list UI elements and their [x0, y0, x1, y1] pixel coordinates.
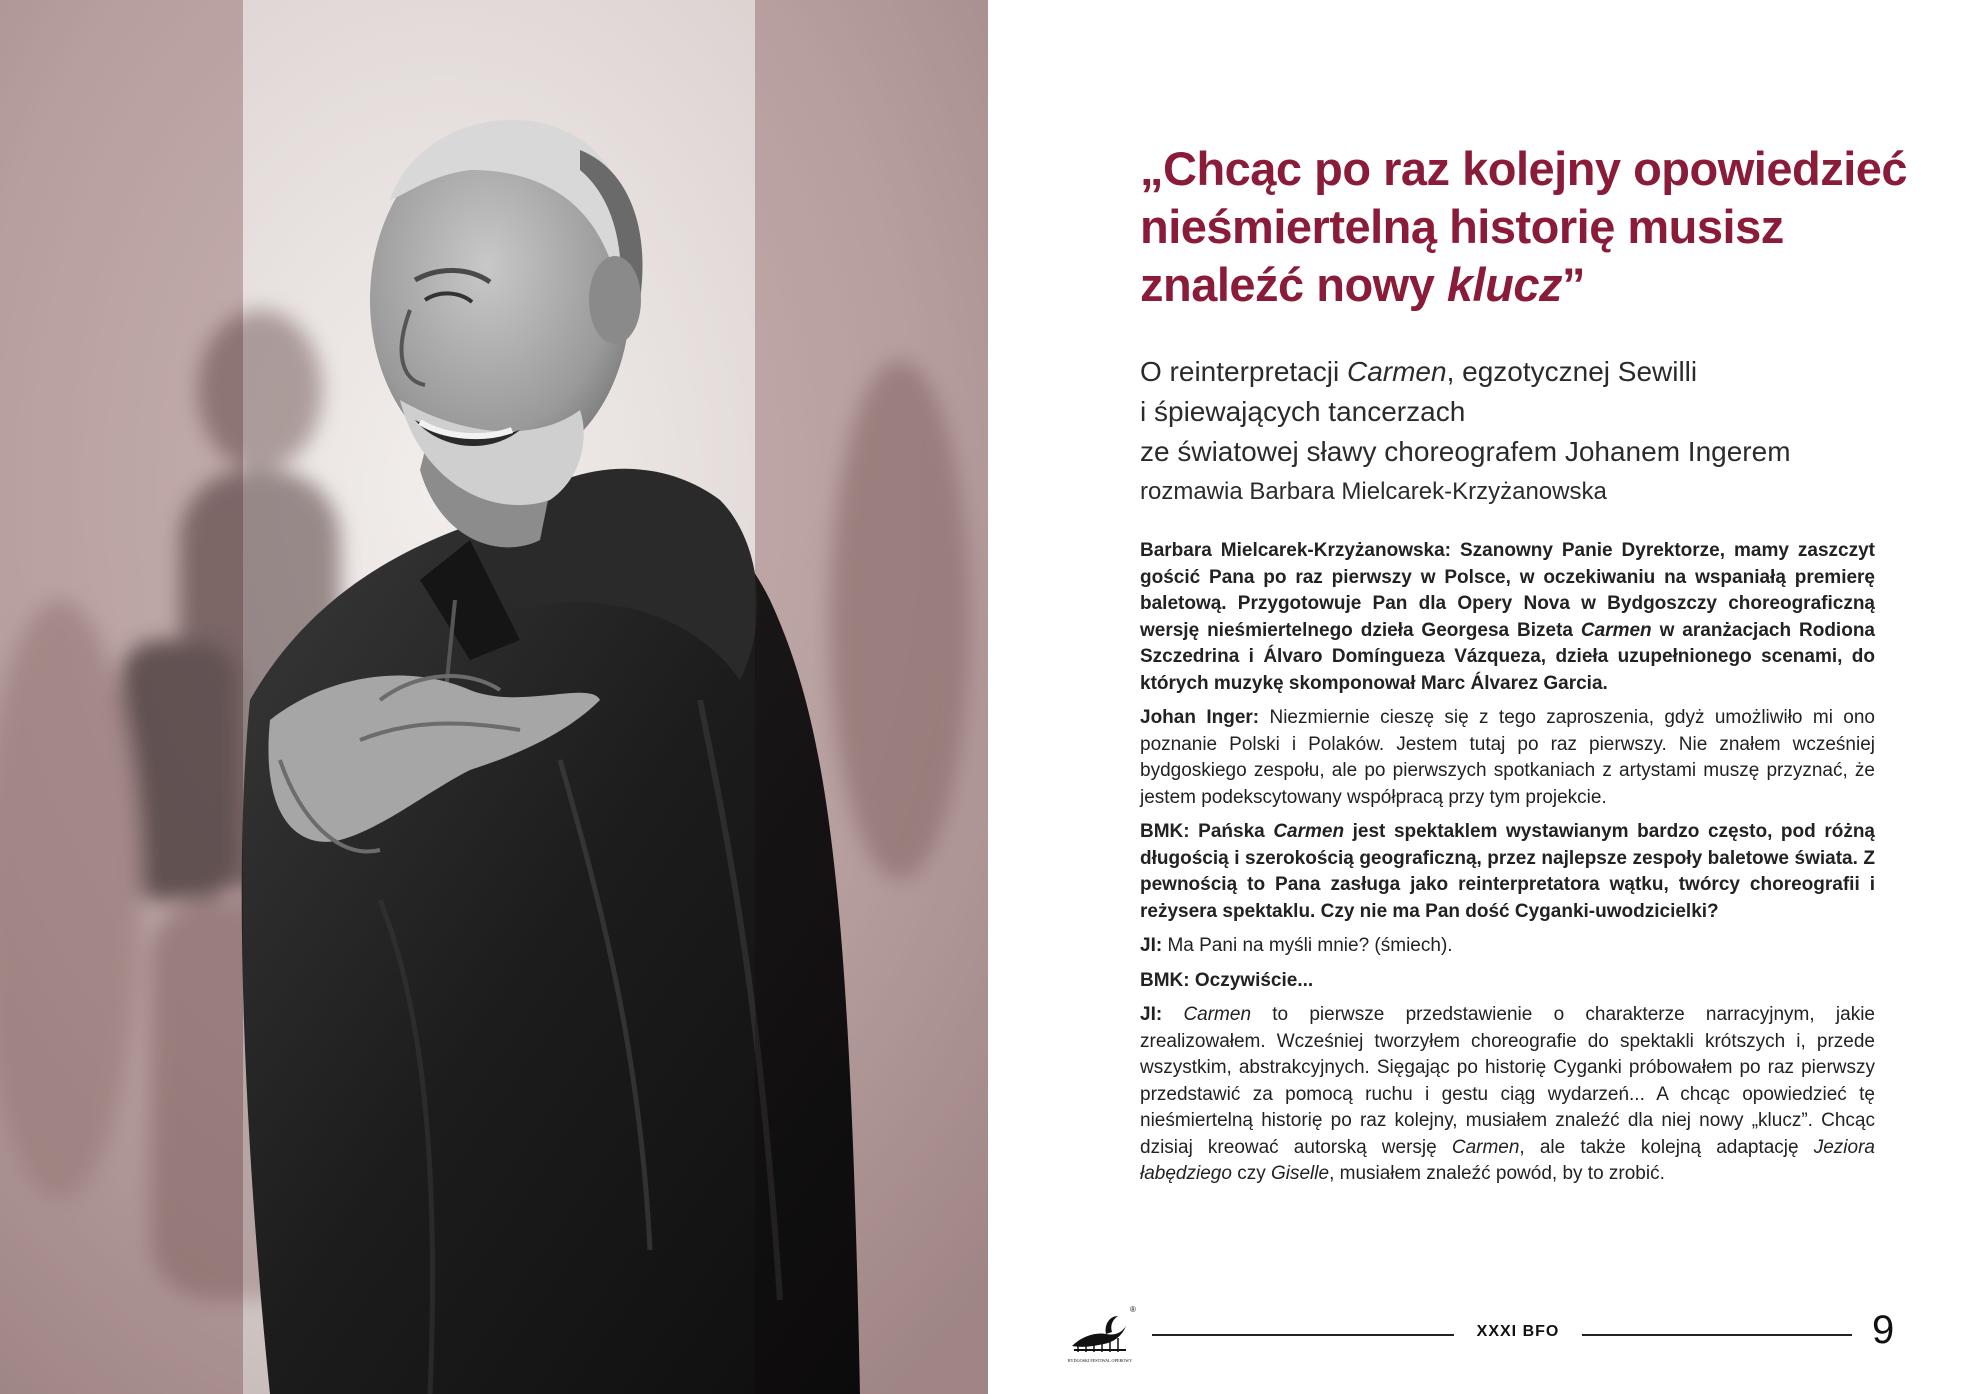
speaker-label: JI:	[1140, 1004, 1163, 1025]
tint-band-left	[0, 0, 243, 1394]
question-text: jest spektaklem wystawianym bardzo często, pod różną długością i szerokością geograficzną, przez najlepsze zespoły baletowe świata. Z pewnością to Pana zasługa jako reinterpretatora wątku, twórcy choreografii i reżysera spektaklu. Czy nie ma Pan dość Cyganki-uwodzicielki?	[1140, 821, 1875, 922]
tint-band-right	[755, 0, 988, 1394]
answer-3	[1140, 1002, 1875, 1188]
answer-text: to pierwsze przedstawienie o charakterze narracyjnym, jakie zrealizowałem. Wcześniej tworzyłem choreografie do spektakli krótszych i, przede wszystkim, abstrakcyjnych. Sięgając po historię Cyganki próbowałem po raz pierwszy przedstawić za pomocą ruchu i gestu ciąg wydarzeń... A chcąc opowiedzieć tę nieśmiertelną historię po raz kolejny, musiałem znaleźć dla niej nowy „klucz”. Chcąc dzisiaj kreować autorską wersję	[1140, 1004, 1875, 1158]
logo-caption: BYDGOSKI FESTIWAL OPEROWY	[1067, 1358, 1133, 1363]
italic-title: Giselle	[1270, 1163, 1330, 1184]
article-page	[988, 0, 1984, 1394]
lead-line-1-text-b: , egzotycznej Sewilli	[1446, 356, 1698, 387]
answer-text: , ale także kolejną adaptację	[1519, 1136, 1814, 1158]
italic-title: Carmen	[1451, 1136, 1520, 1158]
question-text: Oczywiście...	[1189, 969, 1314, 991]
festival-logo-icon	[1060, 1302, 1140, 1366]
question-2	[1140, 819, 1875, 925]
lead-line-3: ze światowej sławy choreografem Johanem Ingerem	[1140, 436, 1791, 467]
footer-festival-label: XXXI BFO	[1476, 1323, 1560, 1340]
lead-line-1-text-a: O reinterpretacji	[1140, 356, 1347, 387]
logo-registered-mark: ®	[1130, 1305, 1136, 1314]
headline	[1140, 140, 1940, 314]
question-text: Szanowny Panie Dyrektorze, mamy zaszczyt gościć Pana po raz pierwszy w Polsce, w oczekiwaniu na wspaniałą premierę baletową. Przygotowuje Pan dla Opery Nova w Bydgoszczy choreograficzną wersję nieśmiertelnego dzieła Georgesa Bizeta	[1140, 540, 1875, 641]
italic-title: Carmen	[1580, 619, 1652, 641]
byline: rozmawia Barbara Mielcarek-Krzyżanowska	[1140, 478, 1607, 505]
question-text: Pańska	[1189, 821, 1274, 842]
headline-end: ”	[1561, 258, 1585, 311]
interview-body	[1140, 538, 1875, 1196]
italic-title: Carmen	[1273, 821, 1345, 842]
italic-title: Jeziora łabędziego	[1140, 1136, 1875, 1184]
speaker-label: Johan Inger:	[1140, 707, 1260, 728]
headline-italic: klucz	[1446, 258, 1562, 311]
speaker-label: BMK:	[1140, 821, 1190, 842]
headline-text: „Chcąc po raz kolejny opowiedzieć nieśmiertelną historię musisz znaleźć nowy	[1140, 142, 1908, 311]
footer-rule-left	[1152, 1334, 1454, 1336]
lead-line-1-italic: Carmen	[1346, 356, 1447, 387]
lead-line-1	[1140, 352, 1920, 392]
answer-2	[1140, 933, 1875, 960]
answer-text: Ma Pani na myśli mnie? (śmiech).	[1162, 935, 1453, 956]
answer-text: Niezmiernie cieszę się z tego zaproszenia, gdyż umożliwiło mi ono poznanie Polski i Polaków. Jestem tutaj po raz pierwszy. Nie znałem wcześniej bydgoskiego zespołu, ale po pierwszych spotkaniach z artystami muszę przyznać, że jestem podekscytowany współpracą przy tym projekcie.	[1140, 707, 1875, 808]
question-text: w aranżacjach Rodiona Szczedrina i Álvaro Domíngueza Vázqueza, dzieła uzupełnionego scenami, do których muzykę skomponował Marc Álvarez Garcia.	[1140, 619, 1875, 694]
question-1	[1140, 538, 1875, 697]
question-3	[1140, 968, 1875, 995]
footer-rule-right	[1582, 1334, 1852, 1336]
speaker-label: BMK:	[1140, 969, 1190, 991]
speaker-label: JI:	[1140, 935, 1163, 956]
speaker-label: Barbara Mielcarek-Krzyżanowska:	[1140, 540, 1452, 561]
lead-line-2: i śpiewających tancerzach	[1140, 396, 1466, 427]
italic-title: Carmen	[1162, 1004, 1252, 1025]
lead	[1140, 352, 1920, 512]
portrait-photo	[0, 0, 988, 1394]
answer-1	[1140, 705, 1875, 811]
page-number: 9	[1872, 1308, 1895, 1352]
answer-text: , musiałem znaleźć powód, by to zrobić.	[1329, 1163, 1665, 1184]
answer-text: czy	[1231, 1163, 1271, 1184]
